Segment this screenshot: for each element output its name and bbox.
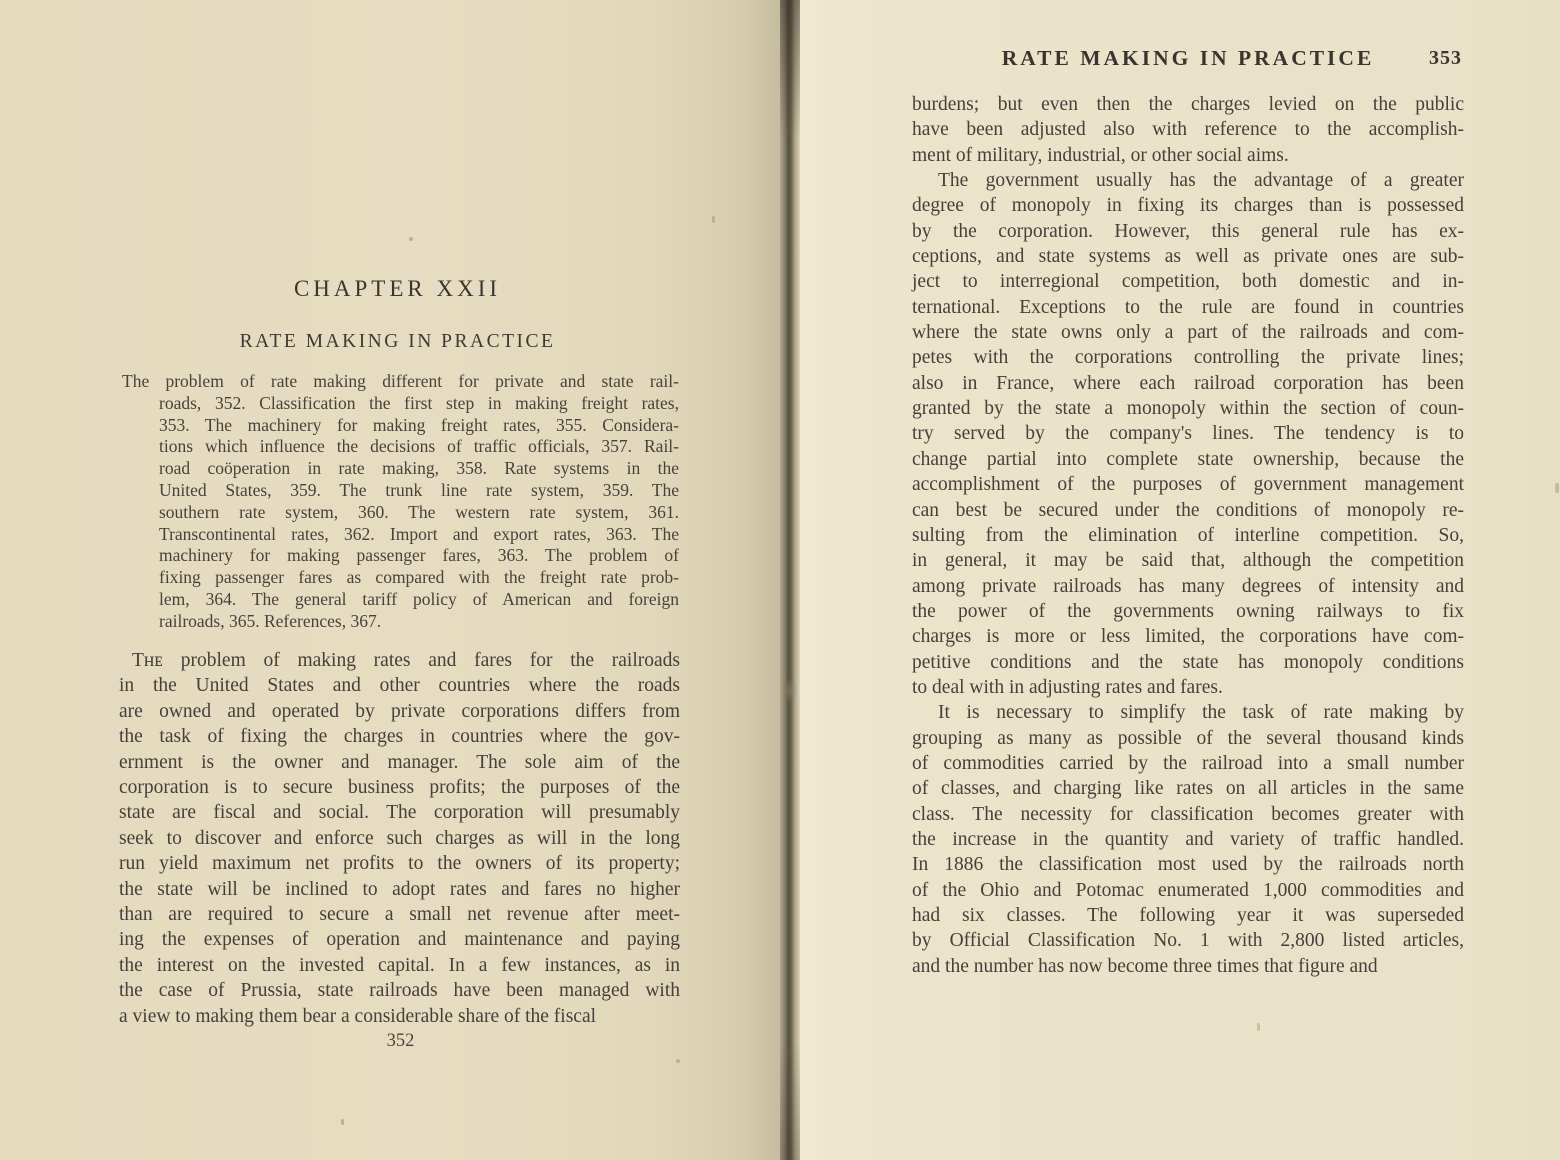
- page-number: 352: [386, 1031, 415, 1051]
- text-line: to deal with in adjusting rates and fares.: [912, 676, 1223, 698]
- text-line: have been adjusted also with reference to the accomplish-: [912, 119, 1464, 141]
- text-line: The government usually has the advantage of a greater: [938, 170, 1464, 192]
- text-line: degree of monopoly in fixing its charges than is possessed: [912, 195, 1464, 217]
- text-line: by the corporation. However, this general rule has ex-: [912, 220, 1464, 242]
- text-line: the power of the governments owning railways to fix: [912, 600, 1464, 622]
- text-line: can best be secured under the conditions of monopoly re-: [912, 499, 1464, 521]
- text-line: had six classes. The following year it was superseded: [912, 905, 1464, 926]
- body-paragraph: [912, 168, 1464, 700]
- text-line: ment of military, industrial, or other social aims.: [912, 144, 1289, 166]
- right-page: [800, 0, 1560, 1160]
- text-line: southern rate system, 360. The western rate system, 361.: [159, 501, 679, 522]
- text-line: petes with the corporations controlling the private lines;: [912, 347, 1464, 369]
- text-line: corporation is to secure business profits; the purposes of the: [119, 777, 680, 799]
- text-line: road coöperation in rate making, 358. Rate systems in the: [159, 458, 679, 479]
- text-line: seek to discover and enforce such charges as will in the long: [119, 827, 680, 849]
- text-line: Tʜᴇ problem of making rates and fares for the railroads: [132, 650, 680, 671]
- text-line: the case of Prussia, state railroads have been managed with: [119, 980, 680, 1002]
- body-paragraph: [912, 700, 1464, 979]
- text-line: the state will be inclined to adopt rates and fares no higher: [119, 878, 680, 900]
- text-line: burdens; but even then the charges levied on the public: [912, 94, 1464, 115]
- text-line: than are required to secure a small net revenue after meet-: [119, 904, 680, 926]
- text-line: class. The necessity for classification becomes greater with: [912, 803, 1464, 825]
- book-gutter: [780, 0, 800, 1160]
- chapter-synopsis: [122, 371, 679, 633]
- text-line: also in France, where each railroad corporation has been: [912, 372, 1464, 394]
- chapter-title: RATE MAKING IN PRACTICE: [239, 331, 556, 352]
- running-header: [912, 46, 1464, 76]
- text-line: Transcontinental rates, 362. Import and export rates, 363. The: [159, 523, 679, 544]
- text-line: try served by the company's lines. The tendency is to: [912, 423, 1464, 445]
- text-line: change partial into complete state ownership, because the: [912, 448, 1464, 470]
- text-line: In 1886 the classification most used by the railroads north: [912, 854, 1464, 876]
- text-line: in general, it may be said that, although the competition: [912, 550, 1464, 572]
- chapter-heading: CHAPTER XXII: [293, 276, 502, 301]
- text-line: lem, 364. The general tariff policy of American and foreign: [159, 588, 679, 609]
- text-line: ternational. Exceptions to the rule are found in countries: [912, 296, 1464, 318]
- text-line: in the United States and other countries where the roads: [119, 675, 680, 697]
- text-line: machinery for making passenger fares, 363. The problem of: [159, 545, 679, 566]
- text-line: tions which influence the decisions of traffic officials, 357. Rail-: [159, 436, 679, 457]
- text-line: the task of fixing the charges in countries where the gov-: [119, 726, 680, 748]
- text-line: of the Ohio and Potomac enumerated 1,000 commodities and: [912, 879, 1464, 901]
- text-line: of classes, and charging like rates on all articles in the same: [912, 778, 1464, 800]
- text-column: [912, 92, 1464, 979]
- text-line: ing the expenses of operation and maintenance and paying: [119, 929, 680, 951]
- text-line: accomplishment of the purposes of government management: [912, 474, 1464, 496]
- text-line: 353. The machinery for making freight rates, 355. Considera-: [159, 414, 679, 435]
- text-line: where the state owns only a part of the railroads and com-: [912, 322, 1464, 344]
- body-paragraph: [119, 648, 680, 1029]
- text-line: petitive conditions and the state has monopoly conditions: [912, 651, 1464, 673]
- text-line: a view to making them bear a considerable share of the fiscal: [119, 1005, 597, 1027]
- text-line: fixing passenger fares as compared with the freight rate prob-: [159, 567, 679, 588]
- text-line: state are fiscal and social. The corporation will presumably: [119, 802, 680, 824]
- text-line: railroads, 365. References, 367.: [159, 610, 382, 631]
- text-line: of commodities carried by the railroad into a small number: [912, 752, 1464, 774]
- text-line: among private railroads has many degrees of intensity and: [912, 575, 1464, 597]
- text-line: roads, 352. Classification the first step in making freight rates,: [159, 392, 679, 413]
- text-line: ject to interregional competition, both domestic and in-: [912, 271, 1464, 293]
- text-line: charges is more or less limited, the corporations have com-: [912, 626, 1464, 648]
- text-line: grouping as many as possible of the several thousand kinds: [912, 727, 1464, 749]
- page-number: 353: [1429, 47, 1462, 69]
- text-line: It is necessary to simplify the task of rate making by: [938, 702, 1464, 724]
- running-header-title: RATE MAKING IN PRACTICE: [1001, 46, 1375, 70]
- text-line: ceptions, and state systems as well as private ones are sub-: [912, 246, 1464, 268]
- text-line: are owned and operated by private corporations differs from: [119, 700, 680, 722]
- text-line: granted by the state a monopoly within the section of coun-: [912, 398, 1464, 420]
- text-line: by Official Classification No. 1 with 2,800 listed articles,: [912, 930, 1464, 952]
- text-line: The problem of rate making different for private and state rail-: [122, 371, 679, 391]
- text-line: sulting from the elimination of interline competition. So,: [912, 524, 1464, 546]
- text-line: United States, 359. The trunk line rate system, 359. The: [159, 479, 679, 500]
- text-line: run yield maximum net profits to the owners of its property;: [119, 853, 680, 875]
- body-paragraph: [912, 92, 1464, 168]
- text-line: ernment is the owner and manager. The sole aim of the: [119, 751, 680, 773]
- text-line: the interest on the invested capital. In a few instances, as in: [119, 954, 680, 976]
- text-line: and the number has now become three times that figure and: [912, 955, 1378, 977]
- text-line: the increase in the quantity and variety of traffic handled.: [912, 828, 1464, 850]
